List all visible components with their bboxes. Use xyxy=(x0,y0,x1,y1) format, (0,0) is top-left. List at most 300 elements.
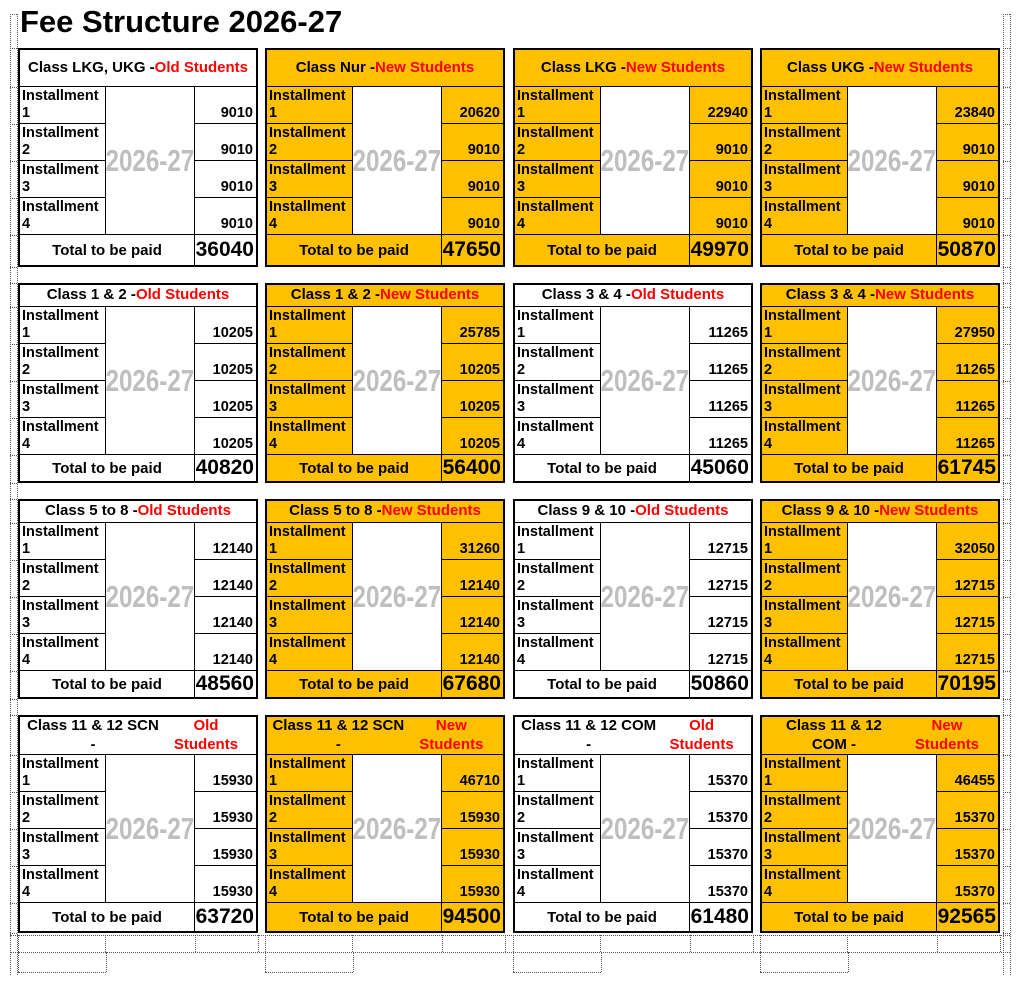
installment-amount: 25785 xyxy=(442,307,503,344)
card-title xyxy=(762,501,998,523)
installment-number: 3 xyxy=(517,615,526,632)
installment-amount: 10205 xyxy=(195,307,256,344)
card-student-type: New Students xyxy=(375,58,475,76)
installment-amount: 22940 xyxy=(690,87,751,124)
installment-amount: 15370 xyxy=(690,755,751,792)
gridline-vertical xyxy=(10,14,11,975)
installment-word: Installment xyxy=(269,199,346,215)
total-label: Total to be paid xyxy=(267,235,442,265)
installment-word: Installment xyxy=(22,756,99,772)
card-class-label: Class UKG - xyxy=(787,58,874,76)
installment-amount: 15930 xyxy=(195,866,256,903)
installment-label xyxy=(20,866,106,903)
installment-amount: 9010 xyxy=(442,124,503,161)
installment-word: Installment xyxy=(764,793,841,809)
card-title xyxy=(762,50,998,87)
card-title xyxy=(762,285,998,307)
installment-word: Installment xyxy=(22,635,99,651)
card-title xyxy=(267,50,503,87)
total-label: Total to be paid xyxy=(267,903,442,931)
installment-label xyxy=(515,560,601,597)
gridline-horizontal xyxy=(1003,634,1010,635)
installment-label xyxy=(20,161,106,198)
installment-amount: 10205 xyxy=(442,344,503,381)
installment-label xyxy=(20,634,106,671)
installment-amount: 15930 xyxy=(442,829,503,866)
installment-word: Installment xyxy=(22,830,99,846)
installment-word: Installment xyxy=(269,88,346,104)
fee-card xyxy=(513,499,753,699)
total-amount: 94500 xyxy=(442,904,501,928)
gridline-horizontal xyxy=(10,418,17,419)
installment-number: 4 xyxy=(269,436,278,453)
installment-number: 3 xyxy=(764,179,773,196)
gridline-horizontal xyxy=(10,14,17,15)
installment-word: Installment xyxy=(764,345,841,361)
total-label: Total to be paid xyxy=(762,235,937,265)
total-amount: 63720 xyxy=(195,904,254,928)
installment-word: Installment xyxy=(764,382,841,398)
installment-word: Installment xyxy=(517,88,594,104)
watermark-cell xyxy=(106,523,195,671)
installment-label xyxy=(762,523,848,560)
installment-label xyxy=(267,161,353,198)
installment-label xyxy=(267,829,353,866)
installment-label xyxy=(267,755,353,792)
installment-label xyxy=(20,755,106,792)
gridline-horizontal xyxy=(10,87,17,88)
gridline-vertical xyxy=(600,935,601,952)
installment-number: 3 xyxy=(22,615,31,632)
installment-number: 4 xyxy=(22,216,31,233)
installment-number: 1 xyxy=(269,541,278,558)
installment-amount: 11265 xyxy=(937,381,998,418)
installment-amount: 15370 xyxy=(937,792,998,829)
total-label: Total to be paid xyxy=(20,903,195,931)
installment-number: 3 xyxy=(517,399,526,416)
total-label: Total to be paid xyxy=(267,671,442,697)
year-watermark: 2026-27 xyxy=(105,362,195,398)
installment-label xyxy=(515,634,601,671)
watermark-cell xyxy=(848,307,937,455)
installment-label xyxy=(762,866,848,903)
installment-number: 1 xyxy=(517,773,526,790)
installment-amount: 9010 xyxy=(442,198,503,235)
card-class-label: Class 5 to 8 - xyxy=(289,502,382,520)
installment-amount: 12715 xyxy=(937,597,998,634)
installment-word: Installment xyxy=(269,867,346,883)
gridline-vertical xyxy=(513,952,514,972)
installment-word: Installment xyxy=(22,561,99,577)
installment-amount: 15370 xyxy=(937,866,998,903)
installment-word: Installment xyxy=(517,867,594,883)
gridline-horizontal xyxy=(1003,483,1010,484)
gridline-vertical xyxy=(513,935,514,952)
installment-label xyxy=(762,560,848,597)
fee-card xyxy=(513,283,753,483)
installment-number: 2 xyxy=(517,362,526,379)
total-label: Total to be paid xyxy=(515,903,690,931)
watermark-cell xyxy=(601,523,690,671)
installment-word: Installment xyxy=(764,125,841,141)
gridline-vertical xyxy=(847,935,848,952)
installment-number: 4 xyxy=(764,652,773,669)
gridline-vertical xyxy=(690,935,691,952)
installment-word: Installment xyxy=(22,419,99,435)
installment-word: Installment xyxy=(517,382,594,398)
installment-amount: 11265 xyxy=(690,344,751,381)
installment-number: 2 xyxy=(764,578,773,595)
gridline-horizontal xyxy=(10,198,17,199)
gridline-horizontal xyxy=(1003,866,1010,867)
installment-label xyxy=(762,124,848,161)
card-title xyxy=(267,501,503,523)
installment-label xyxy=(20,418,106,455)
gridline-vertical xyxy=(601,952,602,972)
installment-label xyxy=(762,381,848,418)
installment-number: 2 xyxy=(764,362,773,379)
installment-label xyxy=(762,87,848,124)
gridline-horizontal xyxy=(1003,48,1010,49)
gridline-horizontal xyxy=(1003,933,1010,934)
gridline-horizontal xyxy=(10,634,17,635)
installment-number: 2 xyxy=(269,810,278,827)
installment-label xyxy=(515,597,601,634)
total-label: Total to be paid xyxy=(515,671,690,697)
year-watermark: 2026-27 xyxy=(352,810,442,846)
installment-amount: 10205 xyxy=(442,381,503,418)
installment-label xyxy=(20,198,106,235)
installment-amount: 12140 xyxy=(195,560,256,597)
card-class-label: Class 11 & 12 SCN - xyxy=(272,717,405,753)
installment-number: 3 xyxy=(22,847,31,864)
installment-word: Installment xyxy=(269,830,346,846)
card-class-label: Class 9 & 10 - xyxy=(537,502,636,520)
installment-amount: 9010 xyxy=(937,124,998,161)
gridline-horizontal xyxy=(10,48,17,49)
installment-number: 4 xyxy=(764,884,773,901)
year-watermark: 2026-27 xyxy=(847,810,937,846)
card-class-label: Class 5 to 8 - xyxy=(45,502,138,520)
installment-label xyxy=(267,344,353,381)
installment-label xyxy=(762,792,848,829)
card-title xyxy=(20,717,256,755)
fee-card xyxy=(760,48,1000,267)
installment-word: Installment xyxy=(269,793,346,809)
year-watermark: 2026-27 xyxy=(600,142,690,178)
total-amount: 67680 xyxy=(442,671,501,695)
installment-label xyxy=(267,523,353,560)
installment-number: 4 xyxy=(764,436,773,453)
gridline-horizontal xyxy=(265,972,353,973)
gridline-horizontal xyxy=(10,903,17,904)
installment-amount: 12140 xyxy=(195,523,256,560)
installment-label xyxy=(267,87,353,124)
installment-number: 4 xyxy=(517,216,526,233)
watermark-cell xyxy=(601,307,690,455)
installment-label xyxy=(267,597,353,634)
installment-word: Installment xyxy=(764,830,841,846)
gridline-vertical xyxy=(265,952,266,972)
installment-amount: 9010 xyxy=(195,198,256,235)
installment-word: Installment xyxy=(517,345,594,361)
card-title xyxy=(20,50,256,87)
fee-card xyxy=(18,283,258,483)
gridline-horizontal xyxy=(10,267,17,268)
installment-number: 2 xyxy=(22,142,31,159)
installment-number: 4 xyxy=(269,216,278,233)
gridline-vertical xyxy=(352,935,353,952)
installment-number: 3 xyxy=(22,179,31,196)
card-student-type: New Students xyxy=(625,58,726,76)
gridline-horizontal xyxy=(1003,235,1010,236)
installment-amount: 15930 xyxy=(442,866,503,903)
gridline-horizontal xyxy=(10,671,17,672)
watermark-cell xyxy=(353,523,442,671)
installment-amount: 15370 xyxy=(937,829,998,866)
installment-word: Installment xyxy=(269,561,346,577)
installment-amount: 9010 xyxy=(195,87,256,124)
watermark-cell xyxy=(848,755,937,903)
installment-word: Installment xyxy=(517,598,594,614)
total-amount: 49970 xyxy=(690,237,749,261)
year-watermark: 2026-27 xyxy=(600,578,690,614)
installment-amount: 12140 xyxy=(195,597,256,634)
gridline-horizontal xyxy=(1003,283,1010,284)
installment-word: Installment xyxy=(22,308,99,324)
installment-word: Installment xyxy=(517,793,594,809)
installment-amount: 15930 xyxy=(442,792,503,829)
card-student-type: Old Students xyxy=(669,717,734,753)
installment-word: Installment xyxy=(269,125,346,141)
gridline-horizontal xyxy=(10,792,17,793)
installment-amount: 46455 xyxy=(937,755,998,792)
installment-label xyxy=(515,755,601,792)
gridline-vertical xyxy=(1003,14,1004,975)
gridline-horizontal xyxy=(1003,755,1010,756)
gridline-horizontal xyxy=(10,523,17,524)
installment-label xyxy=(267,560,353,597)
installment-word: Installment xyxy=(764,308,841,324)
installment-word: Installment xyxy=(22,793,99,809)
installment-word: Installment xyxy=(517,419,594,435)
installment-number: 1 xyxy=(517,541,526,558)
installment-word: Installment xyxy=(517,561,594,577)
installment-label xyxy=(515,87,601,124)
year-watermark: 2026-27 xyxy=(352,142,442,178)
installment-amount: 15370 xyxy=(690,829,751,866)
year-watermark: 2026-27 xyxy=(105,578,195,614)
installment-label xyxy=(515,418,601,455)
installment-word: Installment xyxy=(517,635,594,651)
card-title xyxy=(515,50,751,87)
installment-label xyxy=(515,381,601,418)
fee-card xyxy=(18,48,258,267)
installment-word: Installment xyxy=(764,756,841,772)
installment-word: Installment xyxy=(517,199,594,215)
gridline-horizontal xyxy=(1003,829,1010,830)
year-watermark: 2026-27 xyxy=(847,362,937,398)
installment-word: Installment xyxy=(764,419,841,435)
card-student-type: New Students xyxy=(914,717,980,753)
gridline-horizontal xyxy=(10,307,17,308)
total-amount: 47650 xyxy=(442,237,501,261)
year-watermark: 2026-27 xyxy=(600,362,690,398)
watermark-cell xyxy=(601,87,690,235)
total-amount: 45060 xyxy=(690,455,749,479)
installment-number: 4 xyxy=(22,436,31,453)
installment-number: 2 xyxy=(764,810,773,827)
installment-label xyxy=(762,307,848,344)
card-title xyxy=(762,717,998,755)
card-class-label: Class 1 & 2 - xyxy=(290,286,381,304)
installment-word: Installment xyxy=(517,162,594,178)
installment-number: 1 xyxy=(764,105,773,122)
gridline-horizontal xyxy=(10,483,17,484)
gridline-vertical xyxy=(760,935,761,952)
card-student-type: New Students xyxy=(381,502,481,520)
card-student-type: New Students xyxy=(879,502,979,520)
gridline-vertical xyxy=(106,952,107,972)
installment-amount: 10205 xyxy=(195,418,256,455)
installment-label xyxy=(515,829,601,866)
card-title xyxy=(515,717,751,755)
gridline-vertical xyxy=(195,935,196,952)
installment-amount: 9010 xyxy=(195,161,256,198)
installment-number: 3 xyxy=(269,399,278,416)
installment-amount: 12140 xyxy=(442,560,503,597)
year-watermark: 2026-27 xyxy=(352,578,442,614)
installment-number: 1 xyxy=(764,773,773,790)
installment-word: Installment xyxy=(22,199,99,215)
year-watermark: 2026-27 xyxy=(105,810,195,846)
installment-number: 1 xyxy=(764,325,773,342)
installment-amount: 15930 xyxy=(195,792,256,829)
installment-word: Installment xyxy=(269,635,346,651)
installment-word: Installment xyxy=(517,125,594,141)
installment-label xyxy=(267,124,353,161)
gridline-horizontal xyxy=(10,161,17,162)
installment-amount: 15930 xyxy=(195,829,256,866)
card-student-type: Old Students xyxy=(135,286,230,304)
gridline-horizontal xyxy=(10,235,17,236)
installment-amount: 15370 xyxy=(690,866,751,903)
installment-label xyxy=(762,755,848,792)
year-watermark: 2026-27 xyxy=(847,578,937,614)
installment-amount: 12715 xyxy=(690,523,751,560)
installment-label xyxy=(267,307,353,344)
total-amount: 50860 xyxy=(690,671,749,695)
total-label: Total to be paid xyxy=(762,671,937,697)
installment-number: 2 xyxy=(22,578,31,595)
fee-card xyxy=(265,48,505,267)
installment-number: 3 xyxy=(764,847,773,864)
installment-amount: 9010 xyxy=(195,124,256,161)
installment-label xyxy=(762,198,848,235)
card-class-label: Class 11 & 12 COM - xyxy=(521,717,657,753)
fee-card xyxy=(265,499,505,699)
card-student-type: New Students xyxy=(873,58,973,76)
year-watermark: 2026-27 xyxy=(352,362,442,398)
installment-label xyxy=(20,307,106,344)
gridline-horizontal xyxy=(1003,124,1010,125)
gridline-horizontal xyxy=(10,124,17,125)
watermark-cell xyxy=(848,87,937,235)
card-class-label: Class Nur - xyxy=(295,58,375,76)
gridline-horizontal xyxy=(1003,161,1010,162)
installment-number: 2 xyxy=(269,142,278,159)
gridline-vertical xyxy=(848,952,849,972)
installment-number: 2 xyxy=(269,362,278,379)
total-label: Total to be paid xyxy=(762,903,937,931)
installment-number: 1 xyxy=(269,773,278,790)
card-student-type: New Students xyxy=(875,286,975,304)
installment-label xyxy=(515,307,601,344)
gridline-vertical xyxy=(17,14,18,975)
gridline-vertical xyxy=(18,935,19,952)
watermark-cell xyxy=(106,87,195,235)
installment-label xyxy=(762,634,848,671)
installment-word: Installment xyxy=(764,598,841,614)
installment-word: Installment xyxy=(269,419,346,435)
gridline-horizontal xyxy=(1003,499,1010,500)
installment-number: 1 xyxy=(517,105,526,122)
year-watermark: 2026-27 xyxy=(105,142,195,178)
installment-word: Installment xyxy=(22,524,99,540)
gridline-horizontal xyxy=(10,829,17,830)
gridline-horizontal xyxy=(513,972,601,973)
card-student-type: New Students xyxy=(419,717,484,753)
card-title xyxy=(267,285,503,307)
installment-label xyxy=(515,198,601,235)
installment-amount: 11265 xyxy=(937,344,998,381)
total-amount: 61745 xyxy=(937,455,996,479)
fee-card xyxy=(760,283,1000,483)
installment-number: 2 xyxy=(517,810,526,827)
installment-number: 4 xyxy=(517,436,526,453)
fee-card xyxy=(513,715,753,933)
gridline-horizontal xyxy=(1003,903,1010,904)
installment-number: 3 xyxy=(22,399,31,416)
installment-word: Installment xyxy=(764,867,841,883)
gridline-horizontal xyxy=(10,499,17,500)
installment-label xyxy=(267,418,353,455)
installment-amount: 12140 xyxy=(195,634,256,671)
total-amount: 92565 xyxy=(937,904,996,928)
installment-word: Installment xyxy=(764,162,841,178)
watermark-cell xyxy=(353,307,442,455)
installment-amount: 27950 xyxy=(937,307,998,344)
card-title xyxy=(20,501,256,523)
installment-number: 4 xyxy=(269,652,278,669)
watermark-cell xyxy=(601,755,690,903)
installment-label xyxy=(515,124,601,161)
gridline-horizontal xyxy=(1003,87,1010,88)
card-student-type: Old Students xyxy=(173,717,239,753)
installment-number: 3 xyxy=(269,615,278,632)
total-label: Total to be paid xyxy=(20,235,195,265)
installment-amount: 9010 xyxy=(442,161,503,198)
gridline-horizontal xyxy=(10,866,17,867)
gridline-vertical xyxy=(505,935,506,952)
installment-word: Installment xyxy=(22,162,99,178)
gridline-vertical xyxy=(353,952,354,972)
installment-word: Installment xyxy=(22,382,99,398)
total-amount: 56400 xyxy=(442,455,501,479)
installment-amount: 31260 xyxy=(442,523,503,560)
gridline-vertical xyxy=(442,935,443,952)
gridline-vertical xyxy=(1000,935,1001,952)
